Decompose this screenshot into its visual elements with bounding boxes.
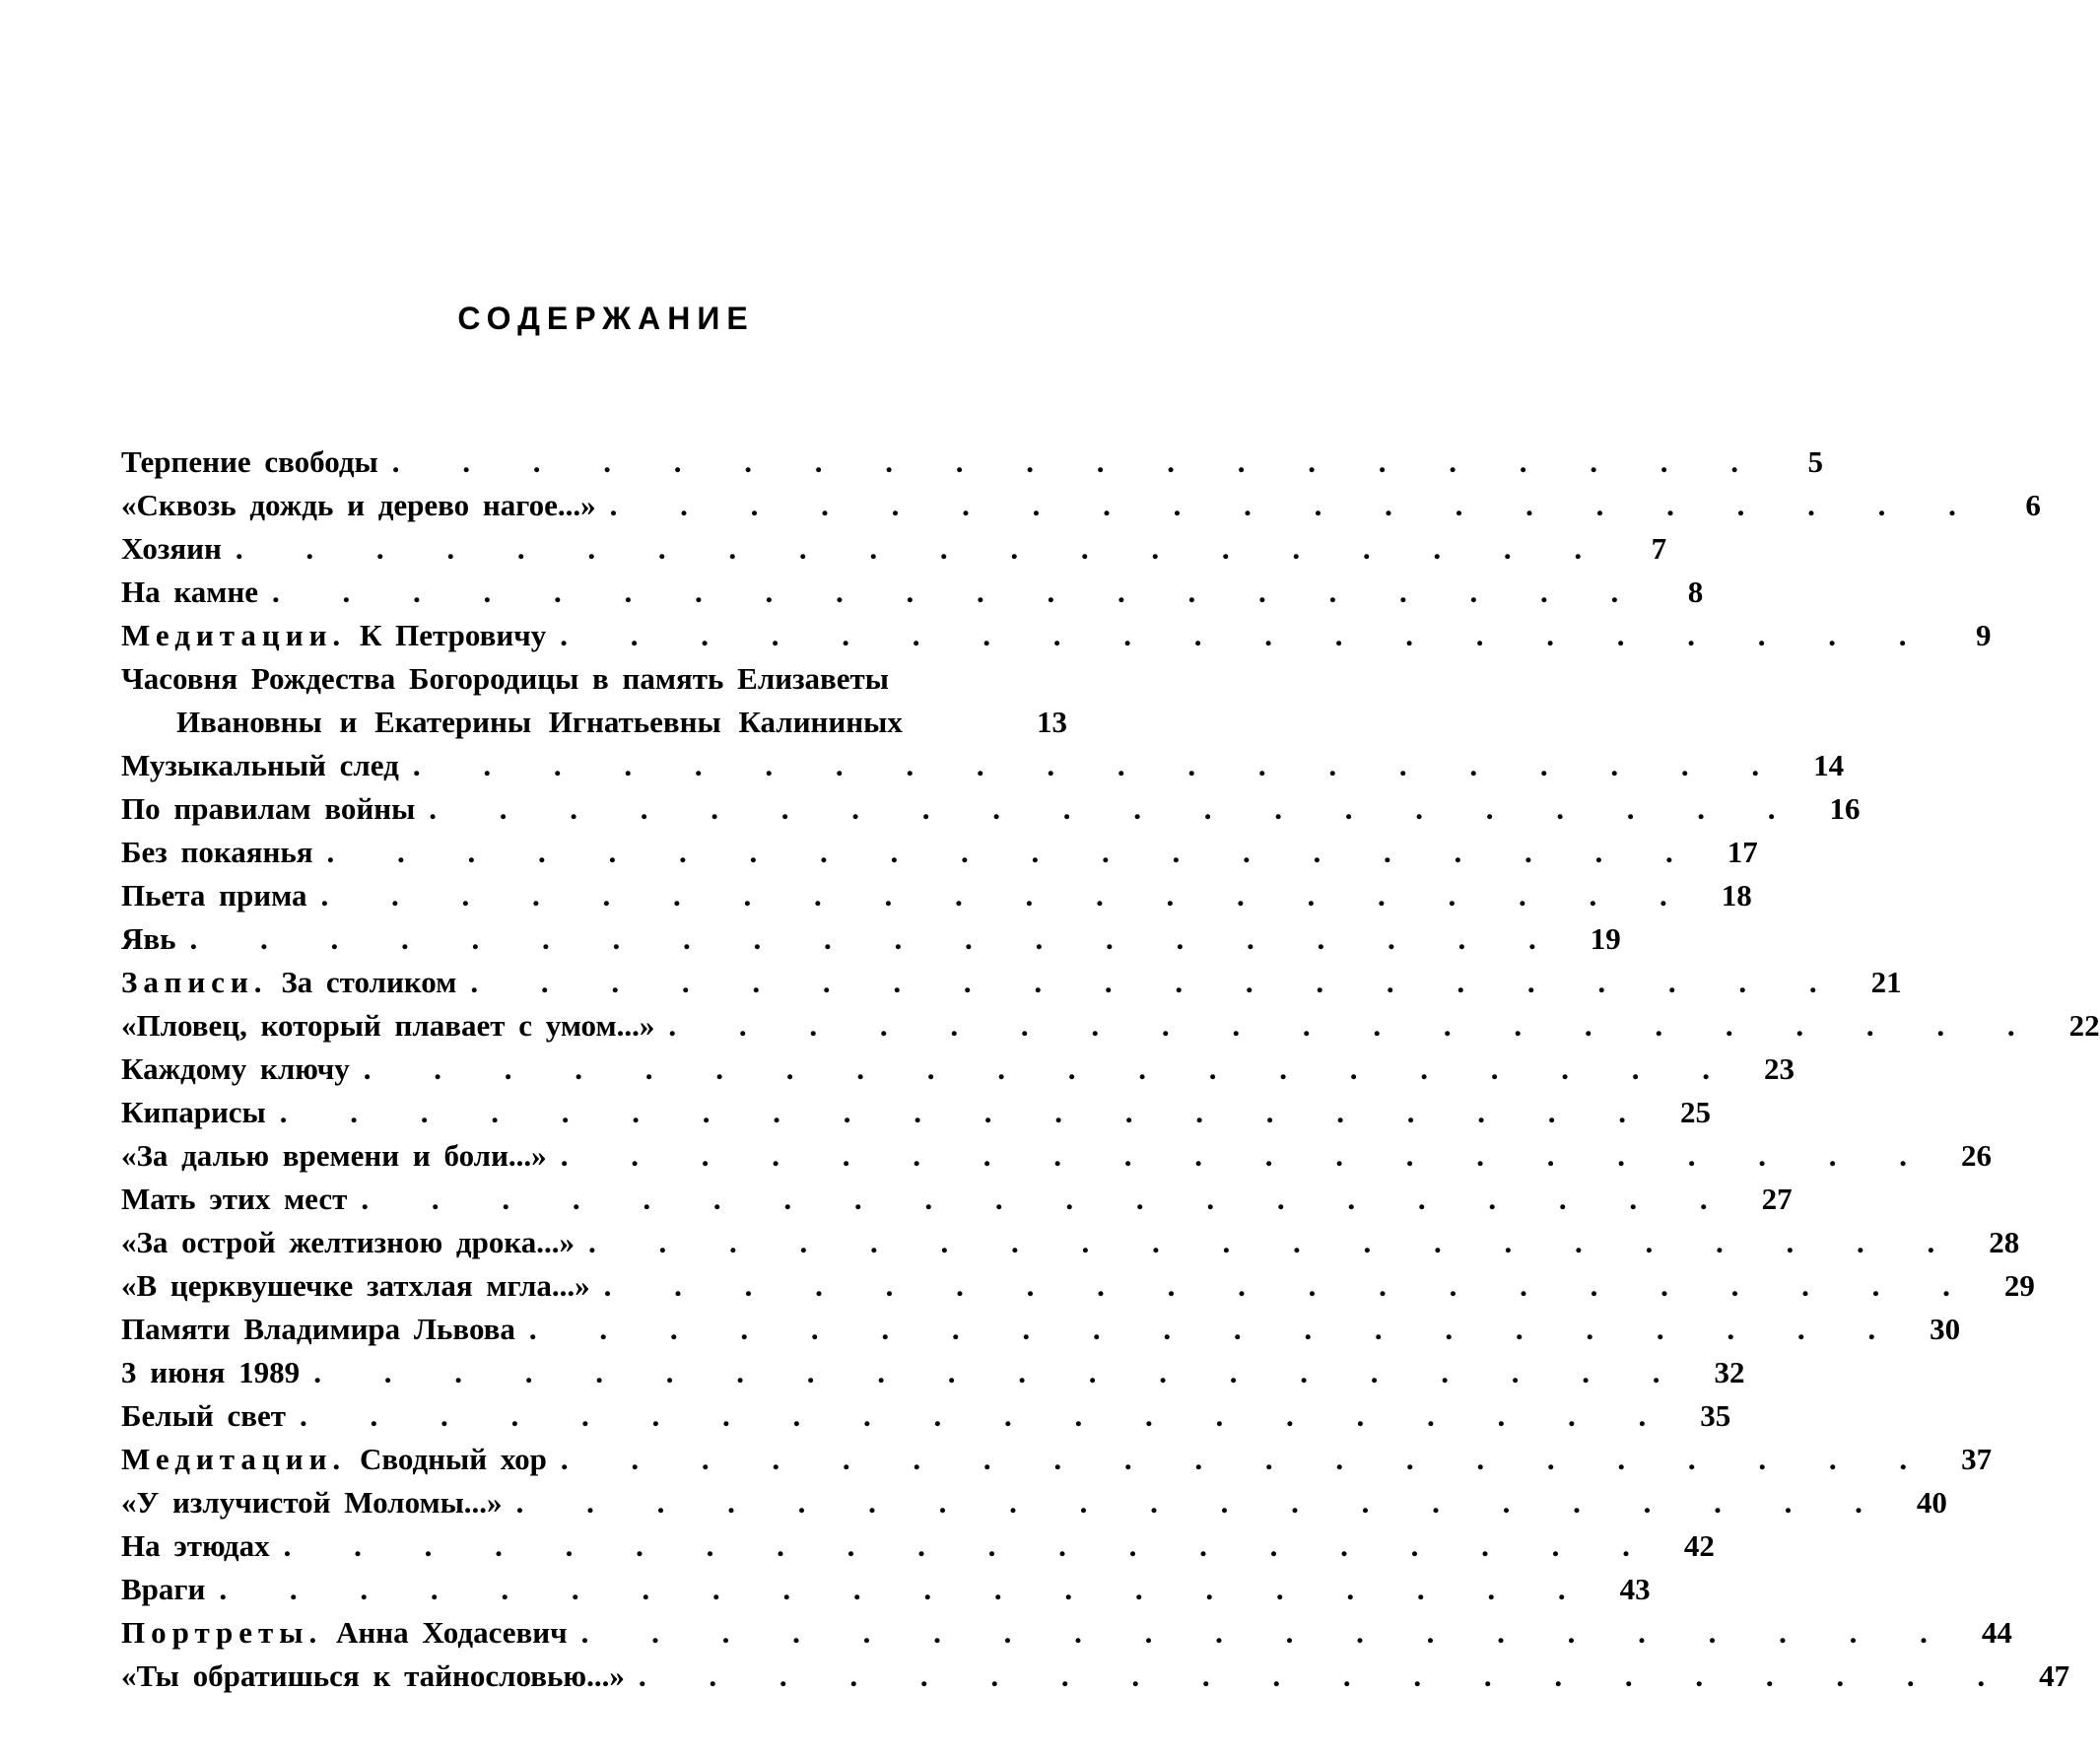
entry-title: Мать этих мест	[121, 1182, 348, 1216]
leader-dots: . . . . . . . . . . . . . . . . . . . .	[603, 1268, 1978, 1303]
page-number: 42	[1683, 1528, 1715, 1563]
leader-dots: . . . . . . . . . . . . . . . . . . . .	[299, 1398, 1674, 1433]
section-prefix: Медитации.	[121, 618, 347, 652]
entry-title: Пьета прима	[121, 878, 307, 913]
leader-dots: . . . . . . . . . . . . . . . . . . . .	[580, 1615, 1955, 1650]
section-prefix: Портреты.	[121, 1615, 323, 1650]
entry-title: За столиком	[281, 965, 457, 999]
page-number: 9	[1975, 618, 1992, 652]
entry-title: Терпение свободы	[121, 444, 378, 479]
toc-entry[interactable]	[121, 917, 1621, 961]
entry-title: На камне	[121, 575, 258, 609]
entry-title: «Пловец, который плавает с умом...»	[121, 1008, 655, 1043]
entry-title-line1: Часовня Рождества Богородицы в память Елизаветы	[121, 661, 889, 696]
entry-title: Анна Ходасевич	[335, 1615, 568, 1650]
page-number: 7	[1651, 531, 1667, 566]
leader-dots: . . . . . . . . . . . . . . . . . . . .	[429, 791, 1803, 826]
page-number: 16	[1829, 791, 1861, 826]
page-number: 17	[1727, 835, 1758, 869]
entry-title: К Петровичу	[359, 618, 547, 652]
toc-entry[interactable]	[121, 527, 1667, 571]
toc-entry[interactable]	[121, 1308, 1961, 1351]
page-number: 35	[1700, 1398, 1731, 1433]
leader-dots: . . . . . . . . . . . . . . . . . . . .	[412, 748, 1788, 782]
leader-dots: . . . . . . . . . . . . . . . . . . . .	[283, 1528, 1658, 1563]
entry-title: Каждому ключу	[121, 1051, 350, 1086]
leader-dots: . . . . . . . . . . . . . . . . . . . .	[560, 1442, 1935, 1476]
entry-title: Враги	[121, 1572, 206, 1606]
entry-title: «В церквушечке затхлая мгла...»	[121, 1268, 590, 1303]
leader-dots: . . . . . . . . . . . . . . . . . . . .	[587, 1225, 1963, 1259]
leader-dots: . . . . . . . . . . . . . . . . . . . .	[638, 1658, 2013, 1693]
leader-dots: . . . . . . . . . . . . . . . . . . . .	[361, 1182, 1735, 1216]
entry-title-group	[121, 614, 546, 657]
entry-title: По правилам войны	[121, 791, 416, 826]
entry-title: Хозяин	[121, 531, 222, 566]
entry-title: «За далью времени и боли...»	[121, 1138, 547, 1173]
leader-dots: . . . . . . . . . . . . . . . . . . . .	[189, 921, 1564, 956]
page-number: 22	[2068, 1008, 2100, 1043]
leader-dots: . . . . . . . . . . . . . . . . . . . .	[609, 488, 1984, 522]
toc-entry[interactable]	[121, 1568, 1651, 1611]
entry-title: На этюдах	[121, 1528, 270, 1563]
page-number: 44	[1981, 1615, 2012, 1650]
toc-entry[interactable]	[121, 1611, 2012, 1655]
section-prefix: Медитации.	[121, 1442, 347, 1476]
toc-entry[interactable]	[121, 1394, 1731, 1438]
toc-entry[interactable]	[121, 440, 1823, 484]
toc-entry[interactable]	[121, 831, 1758, 874]
entry-title: Кипарисы	[121, 1095, 266, 1129]
entry-title: Белый свет	[121, 1398, 286, 1433]
toc-entry[interactable]	[121, 614, 1992, 657]
toc-entry[interactable]	[121, 1048, 1795, 1091]
toc-entry[interactable]	[121, 1178, 1793, 1221]
toc-entry[interactable]	[121, 571, 1704, 614]
toc-entry[interactable]	[121, 1264, 2035, 1308]
toc-entry[interactable]	[121, 1134, 1992, 1178]
page-number: 32	[1714, 1355, 1745, 1389]
toc-entry[interactable]	[121, 787, 1861, 831]
table-of-contents	[121, 440, 2100, 1698]
entry-title: Явь	[121, 921, 176, 956]
page-number: 14	[1813, 748, 1845, 782]
section-prefix: Записи.	[121, 965, 268, 999]
leader-dots: . . . . . . . . . . . . . . . . . . . .	[560, 618, 1934, 652]
leader-dots: . . . . . . . . . . . . . . . . . . . .	[515, 1485, 1890, 1520]
leader-dots: . . . . . . . . . . . . . . . . . . . .	[235, 531, 1610, 566]
leader-dots: . . . . . . . . . . . . . . . . . . . .	[219, 1572, 1593, 1606]
entry-title: «Ты обратишься к тайнословью...»	[121, 1658, 625, 1693]
page-number: 26	[1960, 1138, 1992, 1173]
leader-dots: . . . . . . . . . . . . . . . . . . . .	[313, 1355, 1688, 1389]
entry-title-line2-row	[121, 701, 1067, 744]
toc-entry[interactable]	[121, 1351, 1745, 1394]
page-number: 30	[1930, 1312, 1961, 1346]
entry-title: 3 июня 1989	[121, 1355, 301, 1389]
page-number: 21	[1870, 965, 1902, 999]
leader-dots: . . . . . . . . . . . . . . . . . . . .	[279, 1095, 1655, 1129]
leader-dots: . . . . . . . . . . . . . . . . . . . .	[326, 835, 1701, 869]
entry-title-group	[121, 1611, 568, 1655]
entry-title: Сводный хор	[359, 1442, 547, 1476]
page-number: 5	[1807, 444, 1823, 479]
entry-title: «Сквозь дождь и дерево нагое...»	[121, 488, 596, 522]
page-number: 6	[2025, 488, 2041, 522]
page-number: 47	[2039, 1658, 2070, 1693]
toc-entry[interactable]	[121, 1655, 2070, 1698]
page-number: 8	[1687, 575, 1704, 609]
page-number: 25	[1680, 1095, 1712, 1129]
entry-title: Без покаянья	[121, 835, 313, 869]
entry-title-group	[121, 961, 456, 1004]
leader-dots: . . . . . . . . . . . . . . . . . . . .	[272, 575, 1647, 609]
toc-entry[interactable]	[121, 874, 1752, 917]
entry-title: Музыкальный след	[121, 748, 399, 782]
entry-title: «За острой желтизною дрока...»	[121, 1225, 575, 1259]
entry-title: Памяти Владимира Львова	[121, 1312, 515, 1346]
leader-dots: . . . . . . . . . . . . . . . . . . . .	[560, 1138, 1934, 1173]
leader-dots: . . . . . . . . . . . . . . . . . . . .	[470, 965, 1845, 999]
leader-dots: . . . . . . . . . . . . . . . . . . . .	[528, 1312, 1904, 1346]
page-number: 19	[1590, 921, 1621, 956]
page-number: 29	[2003, 1268, 2035, 1303]
entry-title-line2: Ивановны и Екатерины Игнатьевны Калининых	[176, 705, 903, 739]
leader-dots: . . . . . . . . . . . . . . . . . . . .	[668, 1008, 2043, 1043]
toc-entry[interactable]	[121, 484, 2041, 527]
leader-dots: . . . . . . . . . . . . . . . . . . . .	[391, 444, 1766, 479]
page-number: 28	[1989, 1225, 2020, 1259]
page-number: 37	[1961, 1442, 1993, 1476]
leader-dots: . . . . . . . . . . . . . . . . . . . .	[320, 878, 1695, 913]
toc-entry[interactable]	[121, 657, 1067, 744]
toc-entry[interactable]	[121, 1091, 1712, 1134]
toc-entry[interactable]	[121, 1524, 1715, 1568]
page-number: 13	[1037, 705, 1067, 739]
entry-title-group	[121, 1438, 547, 1481]
toc-entry[interactable]	[121, 961, 1902, 1004]
toc-entry[interactable]	[121, 1481, 1947, 1524]
toc-entry[interactable]	[121, 1004, 2100, 1048]
page-number: 40	[1916, 1485, 1947, 1520]
page-number: 18	[1721, 878, 1752, 913]
toc-entry[interactable]	[121, 1438, 1993, 1481]
entry-title: «У излучистой Моломы...»	[121, 1485, 503, 1520]
toc-entry[interactable]	[121, 1221, 2020, 1264]
toc-entry[interactable]	[121, 744, 1845, 787]
page-title: СОДЕРЖАНИЕ	[457, 301, 755, 336]
page-number: 27	[1761, 1182, 1793, 1216]
page-number: 23	[1764, 1051, 1795, 1086]
page-number: 43	[1619, 1572, 1651, 1606]
leader-dots: . . . . . . . . . . . . . . . . . . . .	[363, 1051, 1737, 1086]
